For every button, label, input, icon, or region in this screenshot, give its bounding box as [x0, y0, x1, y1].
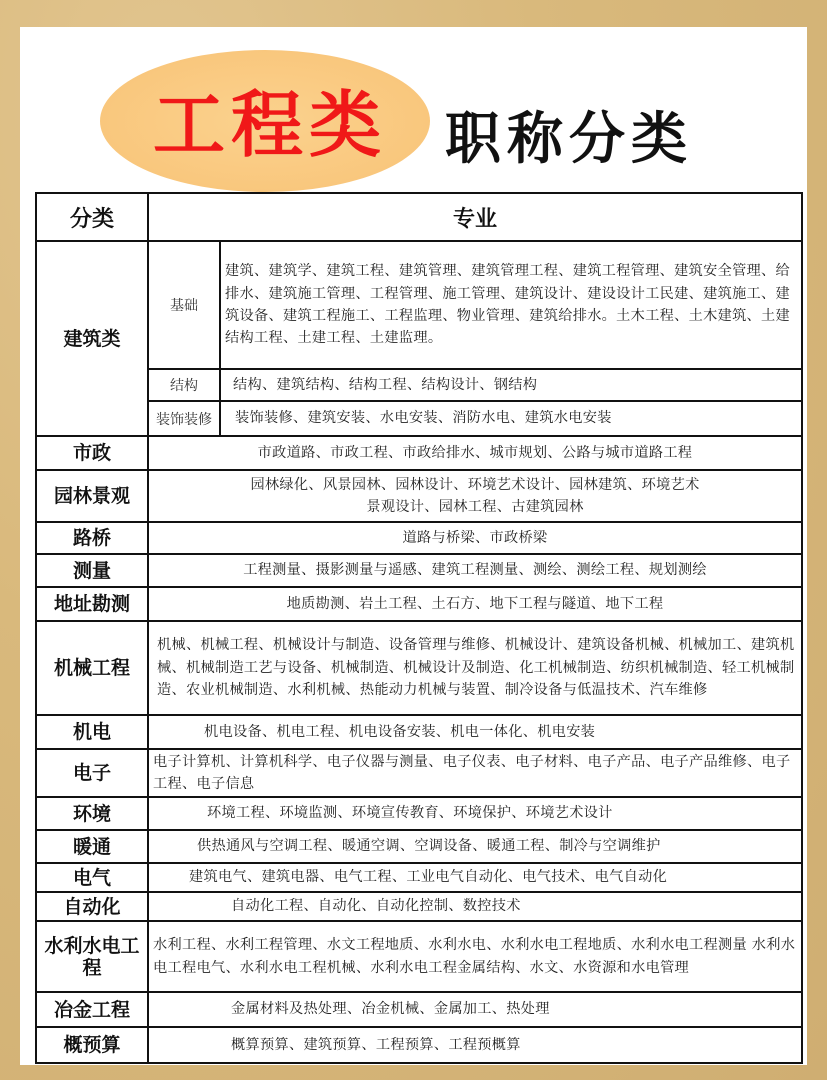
category-cell: 地址勘测 [36, 587, 148, 621]
majors-cell: 概算预算、建筑预算、工程预算、工程预概算 [148, 1027, 802, 1063]
majors-cell: 环境工程、环境监测、环境宣传教育、环境保护、环境艺术设计 [148, 797, 802, 830]
table-row [36, 621, 802, 715]
majors-cell: 机械、机械工程、机械设计与制造、设备管理与维修、机械设计、建筑设备机械、机械加工、建筑机械、机械制造工艺与设备、机械制造、机械设计及制造、化工机械制造、纺织机械制造、轻工机械制造、农业机械制造、水利机械、热能动力机械与装置、制冷设备与低温技术、汽车维修 [148, 621, 802, 715]
table-header-row [36, 193, 802, 241]
table-row [36, 241, 802, 369]
table-row [36, 921, 802, 992]
title-text: 职称分类 [445, 106, 693, 172]
category-cell: 水利水电工程 [36, 921, 148, 992]
table-row [36, 587, 802, 621]
subcategory-cell: 装饰装修 [148, 401, 220, 436]
majors-cell: 自动化工程、自动化、自动化控制、数控技术 [148, 892, 802, 921]
subcategory-cell: 基础 [148, 241, 220, 369]
majors-cell: 建筑电气、建筑电器、电气工程、工业电气自动化、电气技术、电气自动化 [148, 863, 802, 892]
majors-cell: 市政道路、市政工程、市政给排水、城市规划、公路与城市道路工程 [148, 436, 802, 470]
table-row [36, 863, 802, 892]
table-row [36, 749, 802, 797]
category-cell: 机电 [36, 715, 148, 749]
table-row [36, 1027, 802, 1063]
category-cell: 园林景观 [36, 470, 148, 522]
majors-cell: 装饰装修、建筑安装、水电安装、消防水电、建筑水电安装 [220, 401, 802, 436]
table-row [36, 830, 802, 863]
table-row [36, 369, 802, 401]
majors-cell: 结构、建筑结构、结构工程、结构设计、钢结构 [220, 369, 802, 401]
majors-cell: 工程测量、摄影测量与遥感、建筑工程测量、测绘、测绘工程、规划测绘 [148, 554, 802, 587]
category-cell: 自动化 [36, 892, 148, 921]
table-row [36, 992, 802, 1027]
majors-cell: 建筑、建筑学、建筑工程、建筑管理、建筑管理工程、建筑工程管理、建筑安全管理、给排水、建筑施工管理、工程管理、施工管理、建筑设计、建设设计工民建、建筑施工、建筑设备、建筑工程施工、工程监理、物业管理、建筑给排水。土木工程、土木建筑、土建结构工程、土建工程、土建监理。 [220, 241, 802, 369]
majors-cell: 道路与桥梁、市政桥梁 [148, 522, 802, 554]
table-row [36, 401, 802, 436]
title-banner [20, 27, 807, 192]
category-cell: 冶金工程 [36, 992, 148, 1027]
category-cell: 概预算 [36, 1027, 148, 1063]
table-row [36, 470, 802, 522]
category-cell: 市政 [36, 436, 148, 470]
majors-cell: 机电设备、机电工程、机电设备安装、机电一体化、机电安装 [148, 715, 802, 749]
category-cell: 测量 [36, 554, 148, 587]
category-cell: 建筑类 [36, 241, 148, 436]
table-row [36, 436, 802, 470]
header-majors: 专业 [148, 193, 802, 241]
title-highlight-text: 工程类 [152, 82, 387, 167]
category-cell: 路桥 [36, 522, 148, 554]
subcategory-cell: 结构 [148, 369, 220, 401]
majors-cell: 金属材料及热处理、冶金机械、金属加工、热处理 [148, 992, 802, 1027]
category-cell: 环境 [36, 797, 148, 830]
table-row [36, 522, 802, 554]
table-row [36, 715, 802, 749]
majors-cell: 电子计算机、计算机科学、电子仪器与测量、电子仪表、电子材料、电子产品、电子产品维修、电子工程、电子信息 [148, 749, 802, 797]
majors-cell: 供热通风与空调工程、暖通空调、空调设备、暖通工程、制冷与空调维护 [148, 830, 802, 863]
header-category: 分类 [36, 193, 148, 241]
category-cell: 机械工程 [36, 621, 148, 715]
document-page [20, 27, 807, 1065]
majors-cell: 地质勘测、岩土工程、土石方、地下工程与隧道、地下工程 [148, 587, 802, 621]
category-cell: 电气 [36, 863, 148, 892]
majors-cell: 园林绿化、风景园林、园林设计、环境艺术设计、园林建筑、环境艺术景观设计、园林工程、古建筑园林 [148, 470, 802, 522]
table-row [36, 797, 802, 830]
table-row [36, 554, 802, 587]
table-row [36, 892, 802, 921]
classification-table [35, 192, 803, 1064]
category-cell: 暖通 [36, 830, 148, 863]
category-cell: 电子 [36, 749, 148, 797]
majors-cell: 水利工程、水利工程管理、水文工程地质、水利水电、水利水电工程地质、水利水电工程测量 水利水电工程电气、水利水电工程机械、水利水电工程金属结构、水文、水资源和水电管理 [148, 921, 802, 992]
